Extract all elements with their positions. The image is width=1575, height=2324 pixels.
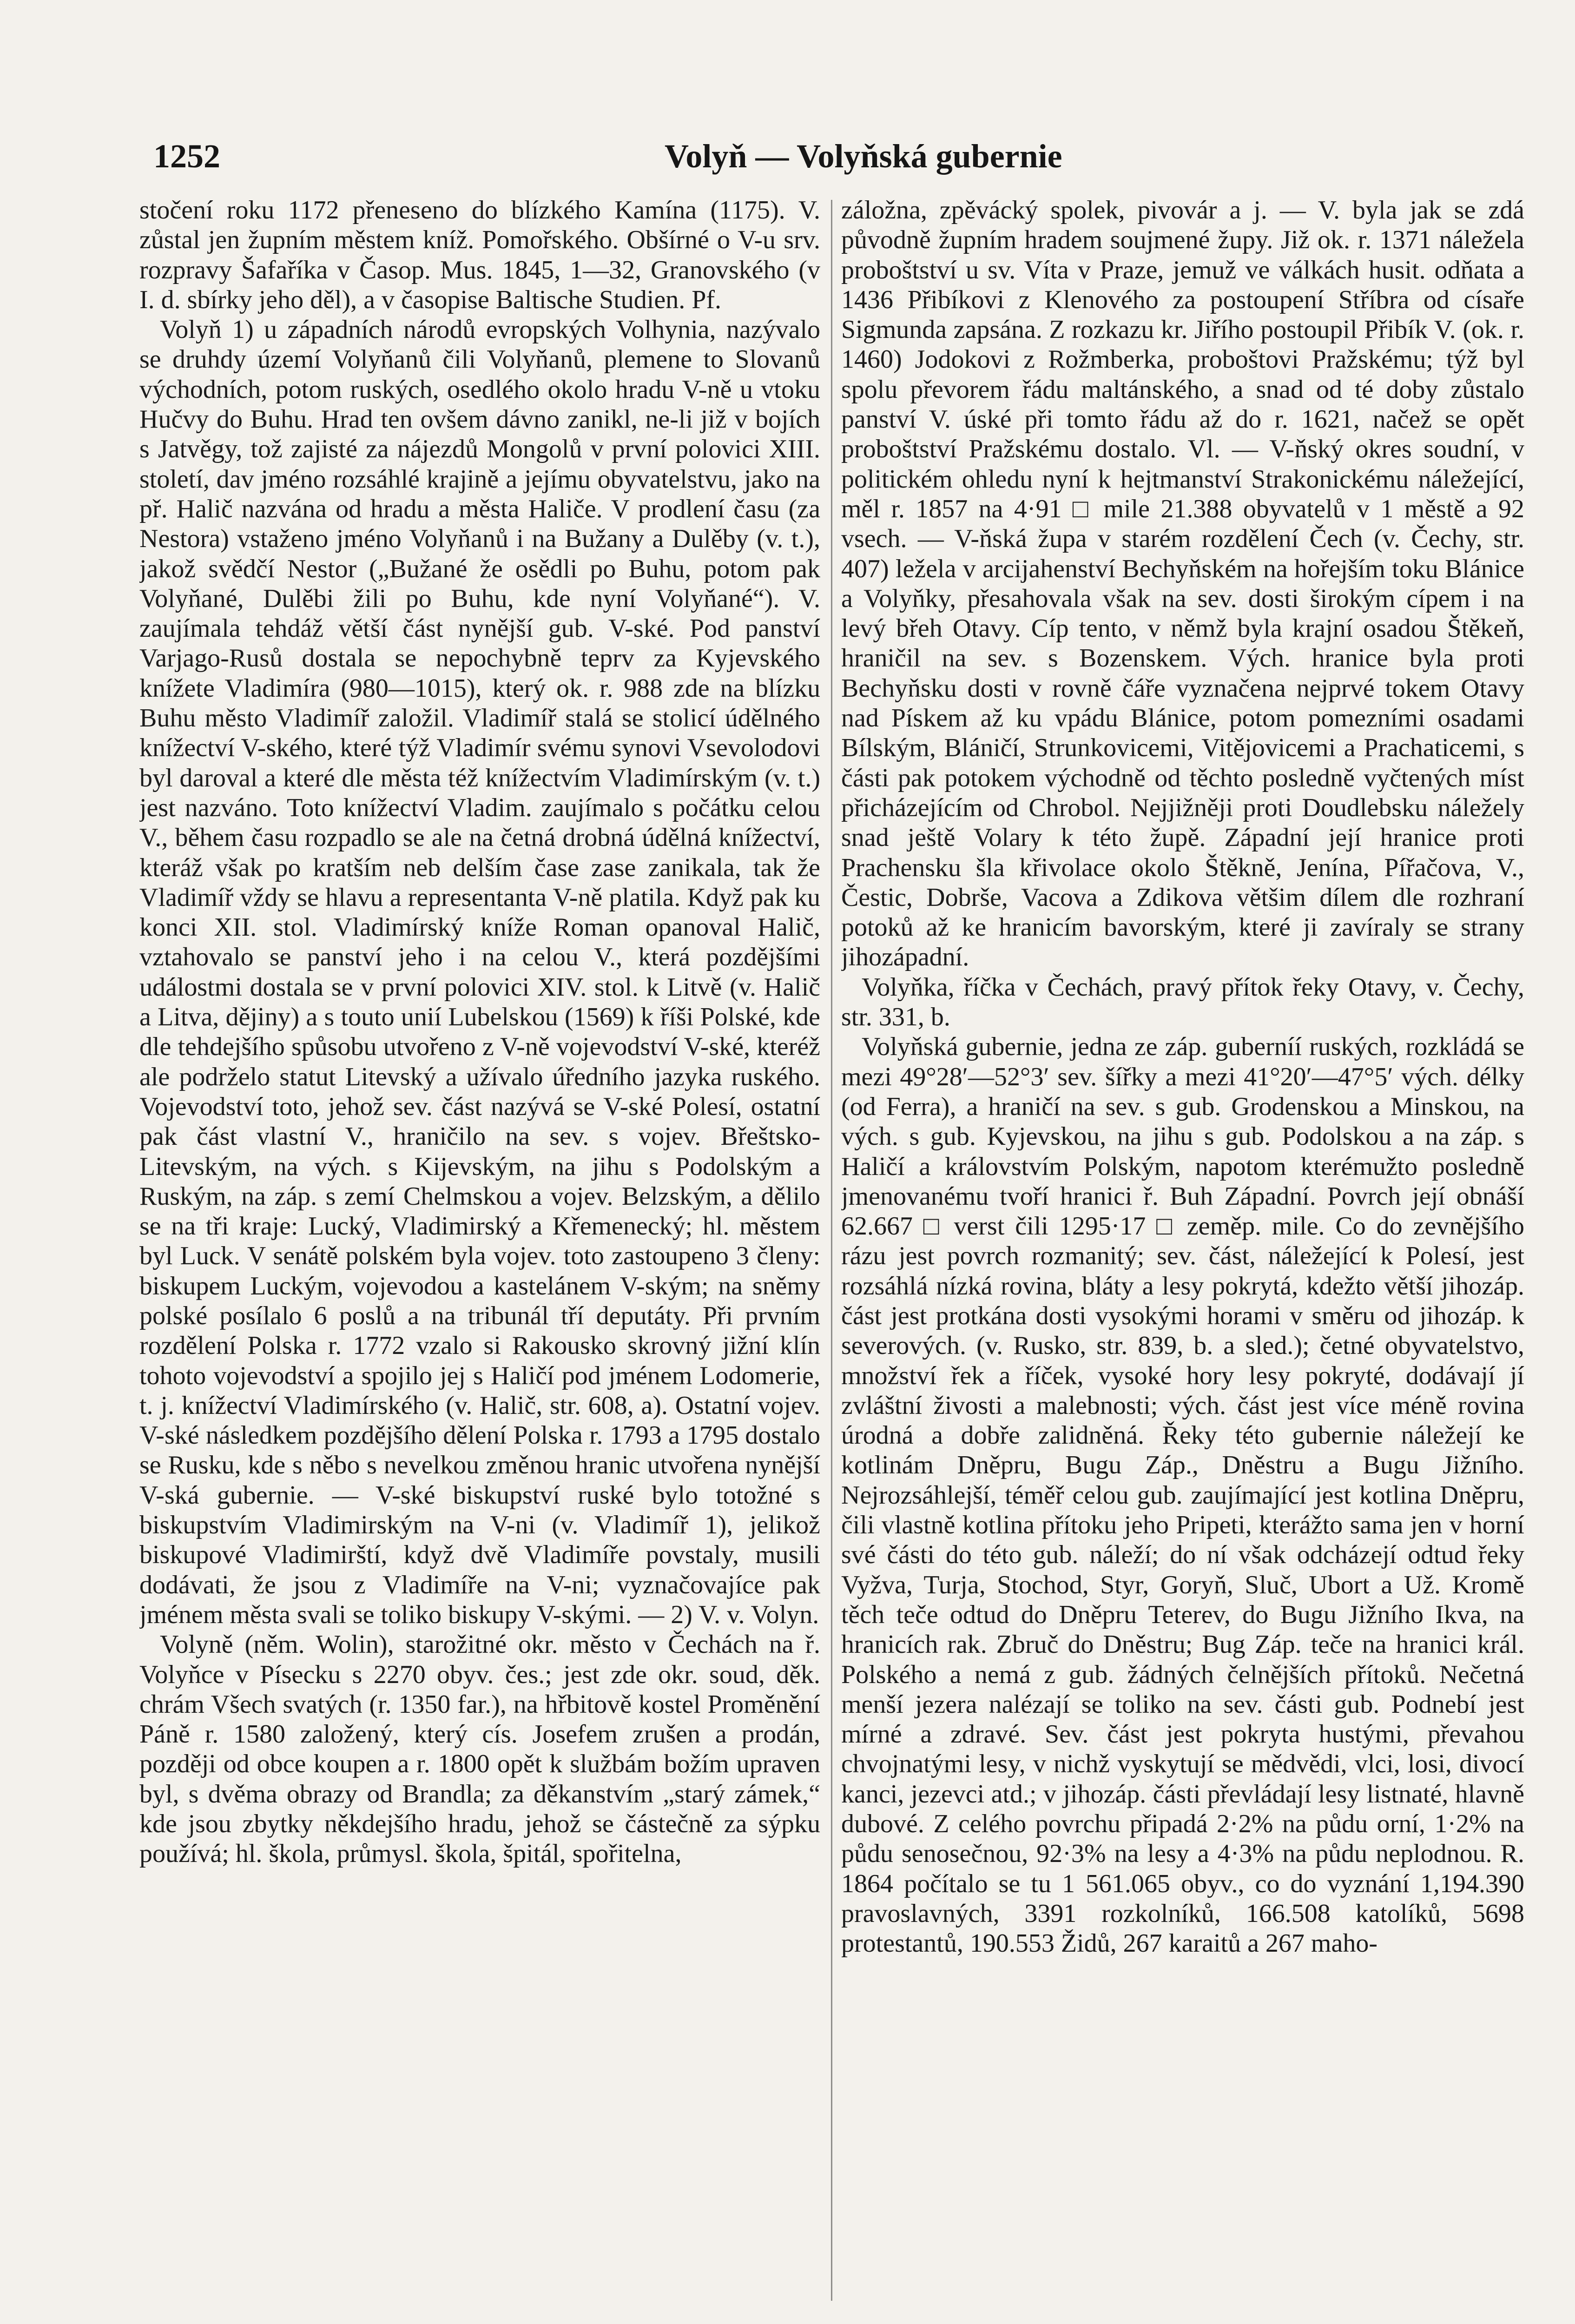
page-number: 1252 xyxy=(153,138,220,175)
right-column xyxy=(841,195,1524,2305)
entry-volynska-gubernie: Volyňská gubernie, jedna ze záp. guberníí ruských, rozkládá se mezi 49°28′—52°3′ sev. šířky a mezi 41°20′—47°5′ vých. délky (od Ferra), a hraničí na sev. s gub. Grodenskou a Minskou, na vých. s gub. Kyjevskou, na jihu s gub. Podolskou a na záp. s Haličí a královstvím Polským, napotom kterémužto posledně jmenovanému tvoří hranici ř. Buh Západní. Povrch její obnáší 62.667 □ verst čili 1295·17 □ zeměp. mile. Co do zevnějšího rázu jest povrch rozmanitý; sev. část, náležející k Polesí, jest rozsáhlá nízká rovina, bláty a lesy pokrytá, kdežto větší jihozáp. část jest protkána dosti vysokými horami v směru od jihozáp. k severových. (v. Rusko, str. 839, b. a sled.); četné obyvatelstvo, množství řek a říček, vysoké hory lesy pokryté, dodávají jí zvláštní živosti a malebnosti; vých. část jest více méně rovina úrodná a dobře zalidněná. Řeky této gubernie náležejí ke kotlinám Dněpru, Bugu Záp., Dněstru a Bugu Jižního. Nejrozsáhlejší, téměř celou gub. zaujímající jest kotlina Dněpru, čili vlastně kotlina přítoku jeho Pripeti, kterážto sama jen v horní své části do této gub. náleží; do ní však odcházejí odtud řeky Vyžva, Turja, Stochod, Styr, Goryň, Sluč, Ubort a Už. Kromě těch teče odtud do Dněpru Teterev, do Bugu Jižního Ikva, na hranicích rak. Zbruč do Dněstru; Bug Záp. teče na hranici král. Polského a nemá z gub. žádných čelnějších přítoků. Nečetná menší jezera nalézají se toliko na sev. části gub. Podnebí jest mírné a zdravé. Sev. část jest pokryta hustými, převahou chvojnatými lesy, v nichž vyskytují se mědvědi, vlci, losi, divocí kanci, jezevci atd.; v jihozáp. části převládají lesy listnaté, hlavně dubové. Z celého povrchu připadá 2·2% na půdu orní, 1·2% na půdu senosečnou, 92·3% na lesy a 4·3% na půdu neplodnou. R. 1864 počítalo se tu 1 561.065 obyv., co do vyznání 1,194.390 pravoslavných, 3391 rozkolníků, 166.508 katolíků, 5698 protestantů, 190.553 Židů, 267 karaitů a 267 maho- xyxy=(841,1032,1524,1958)
entry-volynka: Volyňka, říčka v Čechách, pravý přítok řeky Otavy, v. Čechy, str. 331, b. xyxy=(841,972,1524,1032)
column-divider xyxy=(831,200,832,2301)
entry-volyn: Volyň 1) u západních národů evropských Volhynia, nazývalo se druhdy území Volyňanů čili Volyňanů, plemene to Slovanů východních, potom ruských, osedlého okolo hradu V-ně u vtoku Hučvy do Buhu. Hrad ten ovšem dávno zanikl, ne-li již v bojích s Jatvěgy, tož zajisté za nájezdů Mongolů v první polovici XIII. století, dav jméno rozsáhlé krajině a jejímu obyvatelstvu, jako na př. Halič nazvána od hradu a města Haliče. V prodlení času (za Nestora) vstaženo jméno Volyňanů i na Bužany a Dulěby (v. t.), jakož svědčí Nestor („Bužané že osědli po Buhu, potom pak Volyňané, Dulěbi žili po Buhu, kde nyní Volyňané“). V. zaujímala tehdáž větší část nynější gub. V-ské. Pod panství Varjago-Rusů dostala se nepochybně teprv za Kyjevského knížete Vladimíra (980—1015), který ok. r. 988 zde na blízku Buhu město Vladimíř založil. Vladimíř stalá se stolicí údělného knížectví V-ského, které týž Vladimír svému synovi Vsevolodovi byl daroval a které dle města též knížectvím Vladimírským (v. t.) jest nazváno. Toto knížectví Vladim. zaujímalo s počátku celou V., během času rozpadlo se ale na četná drobná údělná knížectví, kteráž však po kratším neb delším čase zase zanikala, tak že Vladimíř vždy se hlavu a representanta V-ně platila. Když pak ku konci XII. stol. Vladimírský kníže Roman opanoval Halič, vztahovalo se panství jeho i na celou V., která pozdějšími událostmi dostala se v první polovici XIV. stol. k Litvě (v. Halič a Litva, dějiny) a s touto unií Lubelskou (1569) k říši Polské, kde dle tehdejšího spůsobu utvořeno z V-ně vojevodství V-ské, kteréž ale podrželo statut Litevský a užívalo úředního jazyka ruského. Vojevodství toto, jehož sev. část nazývá se V-ské Polesí, ostatní pak část vlastní V., hraničilo na sev. s vojev. Břeštsko-Litevským, na vých. s Kijevským, na jihu s Podolským a Ruským, na záp. s zemí Chelmskou a vojev. Belzským, a dělilo se na tři kraje: Lucký, Vladimirský a Křemenecký; hl. městem byl Luck. V senátě polském byla vojev. toto zastoupeno 3 členy: biskupem Luckým, vojevodou a kastelánem V-ským; na sněmy polské posílalo 6 poslů a na tribunál tří deputáty. Při prvním rozdělení Polska r. 1772 vzalo si Rakousko skrovný jižní klín tohoto vojevodství a spojilo jej s Haličí pod jménem Lodomerie, t. j. knížectví Vladimírského (v. Halič, str. 608, a). Ostatní vojev. V-ské následkem pozdějšího dělení Polska r. 1793 a 1795 dostalo se Rusku, kde s něbo s nevelkou změnou hranic utvořena nynější V-ská gubernie. — V-ské biskupství ruské bylo totožné s biskupstvím Vladimirským na V-ni (v. Vladimíř 1), jelikož biskupové Vladimirští, když dvě Vladimíře povstaly, musili dodávati, že jsou z Vladimíře na V-ni; vyznačovajíce pak jménem města svali se toliko biskupy V-skými. — 2) V. v. Volyn. xyxy=(139,315,820,1629)
left-column xyxy=(139,195,820,2305)
page-header xyxy=(153,137,1483,193)
paragraph-stoceni: stočení roku 1172 přeneseno do blízkého Kamína (1175). V. zůstal jen župním městem kníž. Pomořského. Obšírné o V-u srv. rozpravy Šafaříka v Časop. Mus. 1845, 1—32, Granovského (v I. d. sbírky jeho děl), a v časopise Baltische Studien. Pf. xyxy=(139,196,820,314)
paragraph-zalozna: záložna, zpěvácký spolek, pivovár a j. — V. byla jak se zdá původně župním hradem soujmené župy. Již ok. r. 1371 náležela proboštství u sv. Víta v Praze, jemuž ve válkách husit. odňata a 1436 Přibíkovi z Klenového za postoupení Stříbra od císaře Sigmunda zapsána. Z rozkazu kr. Jiřího postoupil Přibík V. (ok. r. 1460) Jodokovi z Rožmberka, proboštovi Pražskému; týž byl spolu převorem řádu maltánského, a snad od té doby zůstalo panství V. úské při tomto řádu až do r. 1621, načež se opět proboštství Pražskému dostalo. Vl. — V-ňský okres soudní, v politickém ohledu nyní k hejtmanství Strakonickému náležející, měl r. 1857 na 4·91 □ mile 21.388 obyvatelů v 1 městě a 92 vsech. — V-ňská župa v starém rozdělení Čech (v. Čechy, str. 407) ležela v arcijahenství Bechyňském na hořejším toku Blánice a Volyňky, přesahovala však na sev. dosti širokým cípem i na levý břeh Otavy. Cíp tento, v němž byla krajní osadou Štěkeň, hraničil na sev. s Bozenskem. Vých. hranice byla proti Bechyňsku dosti v rovně čáře vyznačena nejprvé tokem Otavy nad Pískem až ku vpádu Blánice, potom pomezními osadami Bílským, Bláničí, Strunkovicemi, Vitějovicemi a Prachaticemi, s části pak potokem východně od těchto posledně vyčtených míst přicházejícím od Chrobol. Nejjižněji proti Doudlebsku náležely snad ještě Volary k této župě. Západní její hranice proti Prachensku šla křivolace okolo Štěkně, Jenína, Pířačova, V., Čestic, Dobrše, Vacova a Zdikova většim dílem dle rozhraní potoků až ke hranicím bavorským, které ji zavíraly se strany jihozápadní. xyxy=(841,196,1524,972)
entry-volyne: Volyně (něm. Wolin), starožitné okr. město v Čechách na ř. Volyňce v Písecku s 2270 obyv. čes.; jest zde okr. soud, děk. chrám Všech svatých (r. 1350 far.), na hřbitově kostel Proměnění Páně r. 1580 založený, který cís. Josefem zrušen a prodán, později od obce koupen a r. 1800 opět k službám božím upraven byl, s dvěma obrazy od Brandla; za děkanstvím „starý zámek,“ kde jsou zbytky někdejšího hradu, jehož se částečně za sýpku používá; hl. škola, průmysl. škola, špitál, spořitelna, xyxy=(139,1630,820,1868)
running-head: Volyň — Volyňská gubernie xyxy=(665,138,1062,175)
